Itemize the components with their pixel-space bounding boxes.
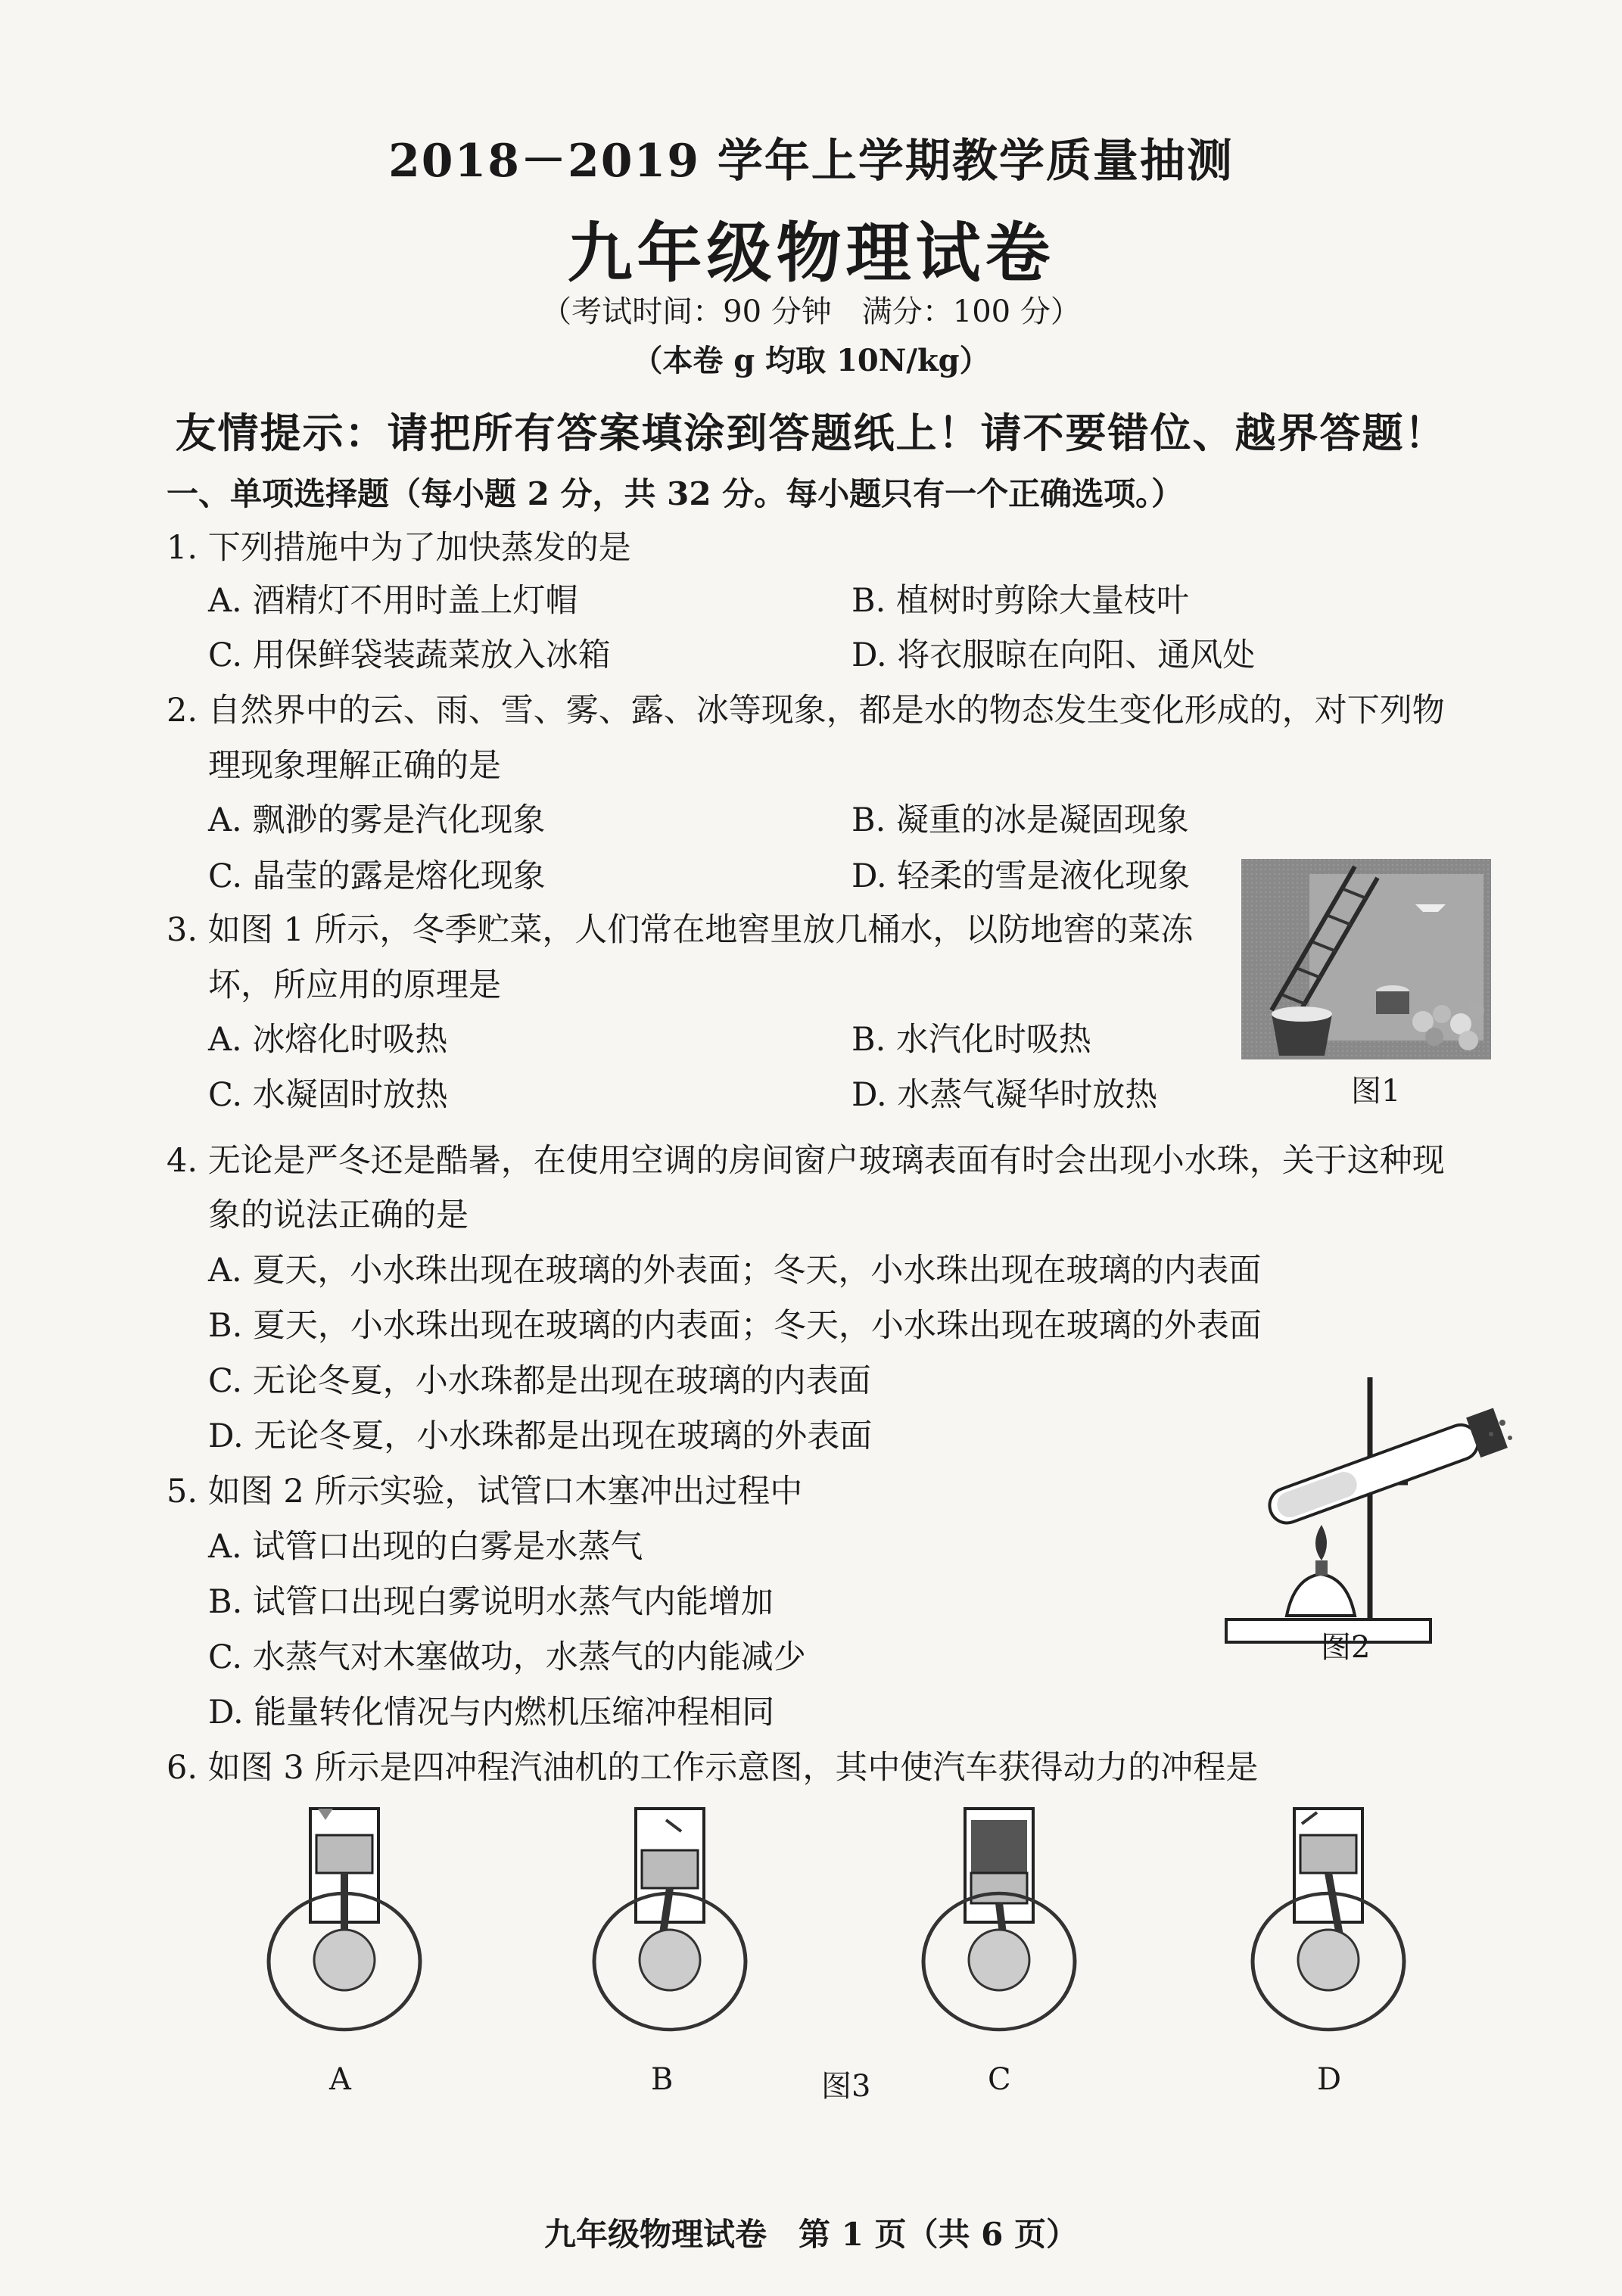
question-3-stem-line1: 3. 如图 1 所示，冬季贮菜，人们常在地窖里放几桶水，以防地窖的菜冻 <box>167 911 1194 949</box>
question-3-stem-line2: 坏，所应用的原理是 <box>208 966 501 1004</box>
question-5-option-d: D. 能量转化情况与内燃机压缩冲程相同 <box>208 1694 775 1731</box>
figure-1-label: 图1 <box>1351 1074 1401 1109</box>
question-3-option-d: D. 水蒸气凝华时放热 <box>851 1076 1158 1114</box>
question-1-option-b: B. 植树时剪除大量枝叶 <box>851 582 1189 620</box>
question-1-option-c: C. 用保鲜袋装蔬菜放入冰箱 <box>208 636 611 674</box>
figure-1-cellar-photo <box>1241 859 1491 1059</box>
gravity-note: （本卷 g 均取 10N/kg） <box>632 343 990 378</box>
figure-3-label-a: A <box>329 2062 351 2097</box>
question-4-stem-line2: 象的说法正确的是 <box>208 1196 469 1234</box>
section-heading: 一、单项选择题（每小题 2 分，共 32 分。每小题只有一个正确选项。） <box>167 475 1184 512</box>
figure-2-label: 图2 <box>1321 1630 1371 1665</box>
page-footer: 九年级物理试卷 第 1 页（共 6 页） <box>544 2216 1078 2253</box>
figure-3-engine-c <box>912 1805 1086 2047</box>
figure-3-label-c: C <box>988 2062 1011 2097</box>
question-4-option-b: B. 夏天，小水珠出现在玻璃的内表面；冬天，小水珠出现在玻璃的外表面 <box>208 1307 1262 1345</box>
friendly-tip: 友情提示：请把所有答案填涂到答题纸上！请不要错位、越界答题！ <box>175 409 1447 457</box>
question-2-option-a: A. 飘渺的雾是汽化现象 <box>208 801 546 839</box>
question-4-stem-line1: 4. 无论是严冬还是酷暑，在使用空调的房间窗户玻璃表面有时会出现小水珠，关于这种现 <box>167 1142 1445 1180</box>
question-2-option-b: B. 凝重的冰是凝固现象 <box>851 801 1189 839</box>
figure-2-test-tube-apparatus <box>1211 1362 1514 1665</box>
question-5-stem: 5. 如图 2 所示实验，试管口木塞冲出过程中 <box>167 1473 803 1510</box>
question-2-option-c: C. 晶莹的露是熔化现象 <box>208 857 546 895</box>
question-5-option-c: C. 水蒸气对木塞做功，水蒸气的内能减少 <box>208 1638 806 1676</box>
question-4-option-d: D. 无论冬夏，小水珠都是出现在玻璃的外表面 <box>208 1417 873 1455</box>
question-5-option-b: B. 试管口出现白雾说明水蒸气内能增加 <box>208 1583 774 1621</box>
exam-info: （考试时间：90 分钟 满分：100 分） <box>541 294 1081 329</box>
question-1-option-a: A. 酒精灯不用时盖上灯帽 <box>208 582 578 620</box>
figure-3-engine-a <box>257 1805 431 2047</box>
question-4-option-c: C. 无论冬夏，小水珠都是出现在玻璃的内表面 <box>208 1362 871 1400</box>
question-2-stem-line2: 理现象理解正确的是 <box>208 747 501 785</box>
exam-title: 九年级物理试卷 <box>567 215 1055 291</box>
question-6-stem: 6. 如图 3 所示是四冲程汽油机的工作示意图，其中使汽车获得动力的冲程是 <box>167 1749 1259 1787</box>
question-3-option-b: B. 水汽化时吸热 <box>851 1021 1091 1059</box>
question-2-option-d: D. 轻柔的雪是液化现象 <box>851 857 1191 895</box>
question-4-option-a: A. 夏天，小水珠出现在玻璃的外表面；冬天，小水珠出现在玻璃的内表面 <box>208 1252 1262 1290</box>
figure-3-label-d: D <box>1317 2062 1342 2097</box>
figure-3-label-b: B <box>651 2062 674 2097</box>
figure-3-engine-b <box>583 1805 757 2047</box>
exam-title-line1: 2018－2019 学年上学期教学质量抽测 <box>388 135 1234 188</box>
figure-3-label: 图3 <box>821 2069 871 2104</box>
figure-3-engine-d <box>1241 1805 1415 2047</box>
question-1-stem: 1. 下列措施中为了加快蒸发的是 <box>167 529 631 567</box>
question-3-option-a: A. 冰熔化时吸热 <box>208 1021 448 1059</box>
question-2-stem-line1: 2. 自然界中的云、雨、雪、雾、露、冰等现象，都是水的物态发生变化形成的，对下列物 <box>167 692 1445 730</box>
question-3-option-c: C. 水凝固时放热 <box>208 1076 448 1114</box>
question-5-option-a: A. 试管口出现的白雾是水蒸气 <box>208 1528 643 1566</box>
question-1-option-d: D. 将衣服晾在向阳、通风处 <box>851 636 1256 674</box>
